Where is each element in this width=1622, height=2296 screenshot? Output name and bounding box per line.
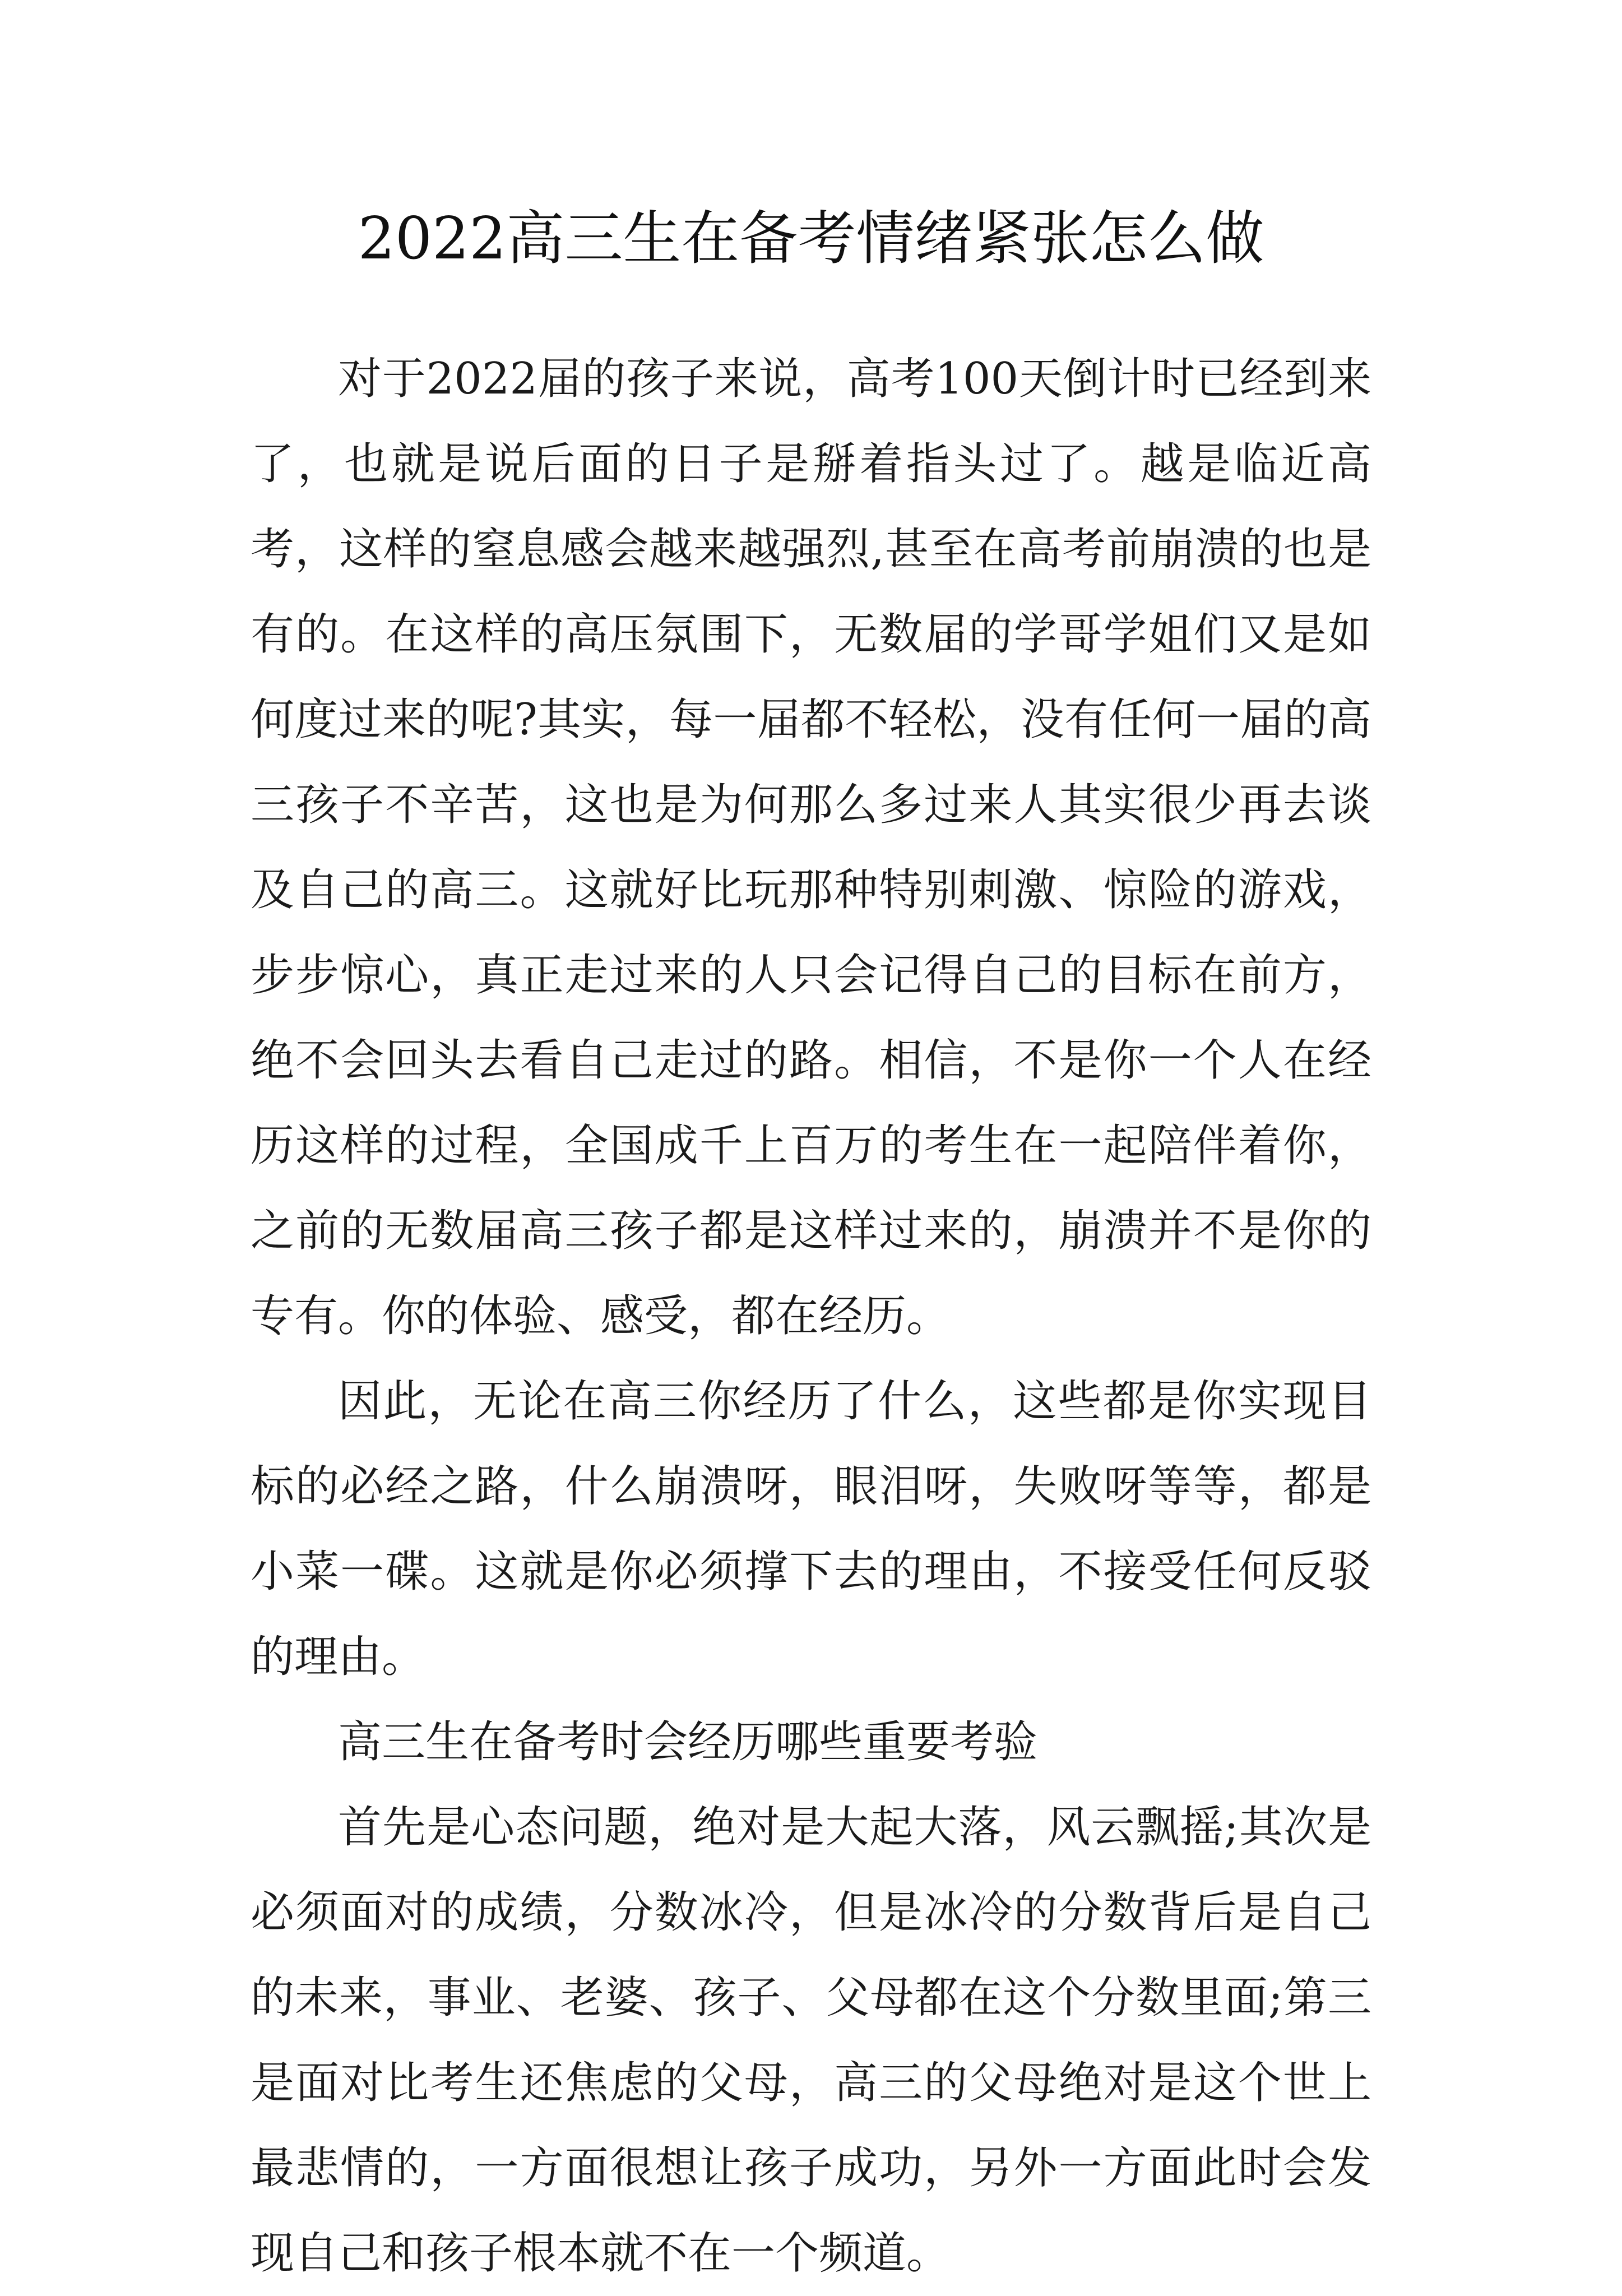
document-title: 2022高三生在备考情绪紧张怎么做 bbox=[358, 204, 1264, 272]
paragraph-challenges: 首先是心态问题，绝对是大起大落，风云飘摇;其次是必须面对的成绩，分数冰冷，但是冰冷的分数背后是自己的未来，事业、老婆、孩子、父母都在这个分数里面;第三是面对比考生还焦虑的父母，高三的父母绝对是这个世上最悲情的，一方面很想让孩子成功，另外一方面此时会发现自己和孩子根本就不在一个频道。 bbox=[251, 1802, 1371, 2279]
document-body bbox=[251, 336, 1371, 2296]
paragraph-conclusion: 因此，无论在高三你经历了什么，这些都是你实现目标的必经之路，什么崩溃呀，眼泪呀，失败呀等等，都是小菜一碟。这就是你必须撑下去的理由，不接受任何反驳的理由。 bbox=[251, 1376, 1371, 1682]
paragraph-intro: 对于2022届的孩子来说，高考100天倒计时已经到来了，也就是说后面的日子是掰着指头过了。越是临近高考，这样的窒息感会越来越强烈,甚至在高考前崩溃的也是有的。在这样的高压氛围下，无数届的学哥学姐们又是如何度过来的呢?其实，每一届都不轻松，没有任何一届的高三孩子不辛苦，这也是为何那么多过来人其实很少再去谈及自己的高三。这就好比玩那种特别刺激、惊险的游戏，步步惊心，真正走过来的人只会记得自己的目标在前方，绝不会回头去看自己走过的路。相信，不是你一个人在经历这样的过程，全国成千上百万的考生在一起陪伴着你，之前的无数届高三孩子都是这样过来的，崩溃并不是你的专有。你的体验、感受，都在经历。 bbox=[251, 354, 1371, 1341]
section-heading: 高三生在备考时会经历哪些重要考验 bbox=[338, 1717, 1038, 1767]
